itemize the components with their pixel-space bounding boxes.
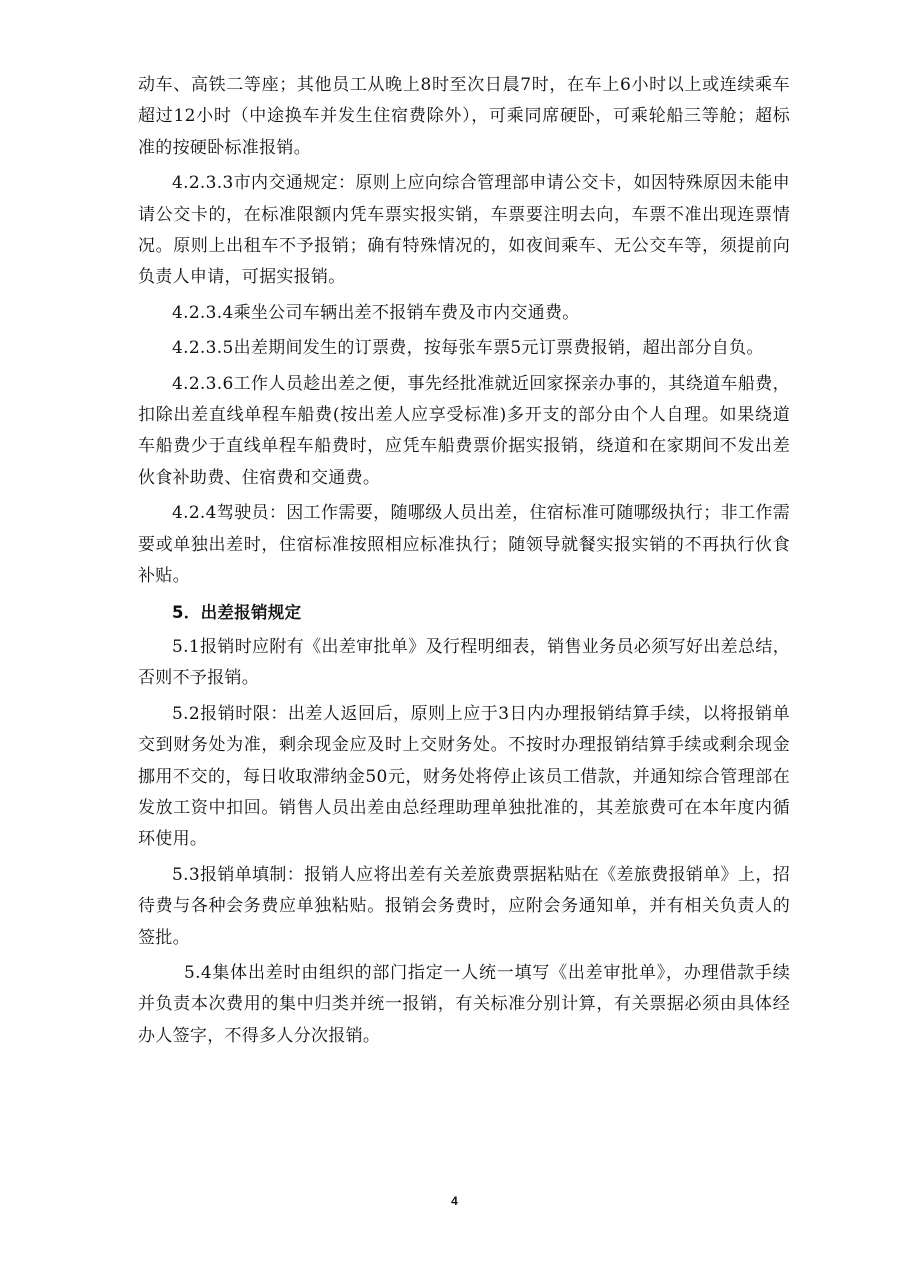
page-number: 4 bbox=[451, 1194, 458, 1208]
paragraph-5-2: 5.2报销时限：出差人返回后，原则上应于3日内办理报销结算手续，以将报销单交到财务处为准，剩余现金应及时上交财务处。不按时办理报销结算手续或剩余现金挪用不交的，每日收取滞纳金50元，财务处将停止该员工借款，并通知综合管理部在发放工资中扣回。销售人员出差由总经理助理单独批准的，其差旅费可在本年度内循环使用。 bbox=[138, 703, 790, 850]
paragraph-5-1: 5.1报销时应附有《出差审批单》及行程明细表，销售业务员必须写好出差总结，否则不予报销。 bbox=[138, 636, 790, 689]
section-heading-5: 5．出差报销规定 bbox=[172, 602, 302, 622]
document-body bbox=[138, 70, 790, 1052]
paragraph-4-2-3-4: 4.2.3.4乘坐公司车辆出差不报销车费及市内交通费。 bbox=[172, 302, 580, 323]
paragraph-5-4: 5.4集体出差时由组织的部门指定一人统一填写《出差审批单》，办理借款手续并负责本次费用的集中归类并统一报销，有关标准分别计算，有关票据必须由具体经办人签字，不得多人分次报销。 bbox=[138, 962, 790, 1046]
paragraph-4-2-3-6: 4.2.3.6工作人员趁出差之便，事先经批准就近回家探亲办事的，其绕道车船费，扣除出差直线单程车船费(按出差人应享受标准)多开支的部分由个人自理。如果绕道车船费少于直线单程车船费时，应凭车船费票价据实报销，绕道和在家期间不发出差伙食补助费、住宿费和交通费。 bbox=[138, 373, 790, 488]
paragraph-5-3: 5.3报销单填制：报销人应将出差有关差旅费票据粘贴在《差旅费报销单》上，招待费与各种会务费应单独粘贴。报销会务费时，应附会务通知单，并有相关负责人的签批。 bbox=[138, 864, 790, 948]
paragraph-4-2-3-5: 4.2.3.5出差期间发生的订票费，按每张车票5元订票费报销，超出部分自负。 bbox=[172, 338, 764, 359]
paragraph-train-class: 动车、高铁二等座；其他员工从晚上8时至次日晨7时，在车上6小时以上或连续乘车超过12小时（中途换车并发生住宿费除外），可乘同席硬卧，可乘轮船三等舱；超标准的按硬卧标准报销。 bbox=[138, 75, 790, 158]
paragraph-4-2-3-3: 4.2.3.3市内交通规定：原则上应向综合管理部申请公交卡，如因特殊原因未能申请公交卡的，在标准限额内凭车票实报实销，车票要注明去向，车票不准出现连票情况。原则上出租车不予报销；确有特殊情况的，如夜间乘车、无公交车等，须提前向负责人申请，可据实报销。 bbox=[138, 173, 790, 288]
paragraph-4-2-4: 4.2.4驾驶员：因工作需要，随哪级人员出差，住宿标准可随哪级执行；非工作需要或单独出差时，住宿标准按照相应标准执行；随领导就餐实报实销的不再执行伙食补贴。 bbox=[138, 503, 790, 587]
